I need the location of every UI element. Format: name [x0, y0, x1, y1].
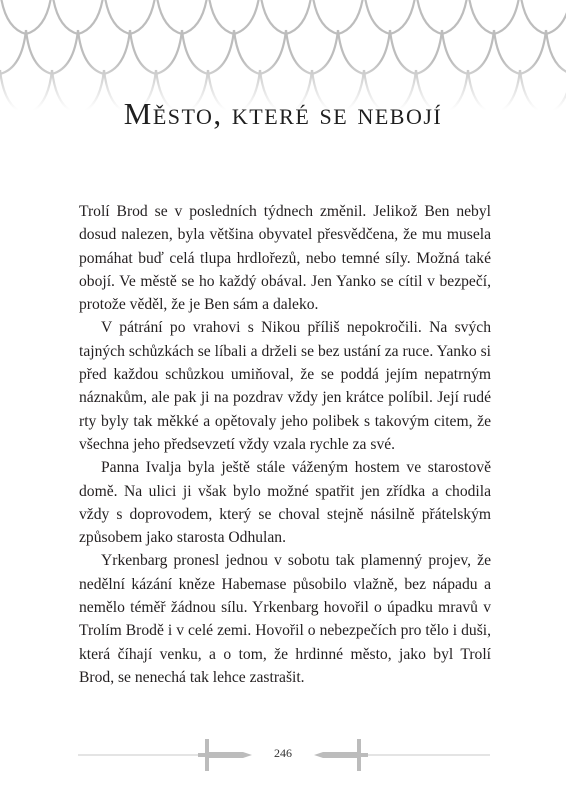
scale-pattern-ornament — [0, 0, 566, 110]
paragraph: Panna Ivalja byla ještě stále váženým hostem ve starostově domě. Na ulici ji však bylo možné spatřit jen zřídka a chodila vždy s doprovodem, který se choval stejně násilně přátelským způsobem jako starosta Odhulan. — [79, 459, 491, 547]
chapter-title: Město, které se nebojí — [123, 96, 443, 131]
paragraph: Trolí Brod se v posledních týdnech změnil. Jelikož Ben nebyl dosud nalezen, byla většina obyvatel přesvědčena, že mu musela pomáhat buď celá tlupa hrdlořezů, nebo temné síly. Možná také obojí. Ve městě se ho každý obával. Jen Yanko se cítil v bezpečí, protože věděl, že je Ben sám a daleko. — [79, 203, 491, 314]
paragraph: Yrkenbarg pronesl jednou v sobotu tak plamenný projev, že nedělní kázání kněze Habemase působilo vlažně, bez nápadu a nemělo téměř žádnou sílu. Yrkenbarg hovořil o úpadku mravů v Trolím Brodě i v celé zemi. Hovořil o nebezpečích pro tělo i duši, která číhají venku, a o tom, že hrdinné město, jako byl Trolí Brod, se nenechá tak lehce zastrašit. — [79, 552, 491, 686]
paragraph: V pátrání po vrahovi s Nikou příliš nepokročili. Na svých tajných schůzkách se líbali a drželi se bez ustání za ruce. Yanko si před každou schůzkou umiňoval, že se poddá jejím nepatrným náznakům, ale pak ji na pozdrav vždy jen krátce políbil. Její rudé rty byly tak měkké a opětovaly jeho polibek s takovým citem, že všechna jeho předsevzetí vždy vzala rychle za své. — [79, 319, 491, 453]
page-number: 246 — [274, 746, 292, 760]
body-text — [79, 200, 491, 689]
